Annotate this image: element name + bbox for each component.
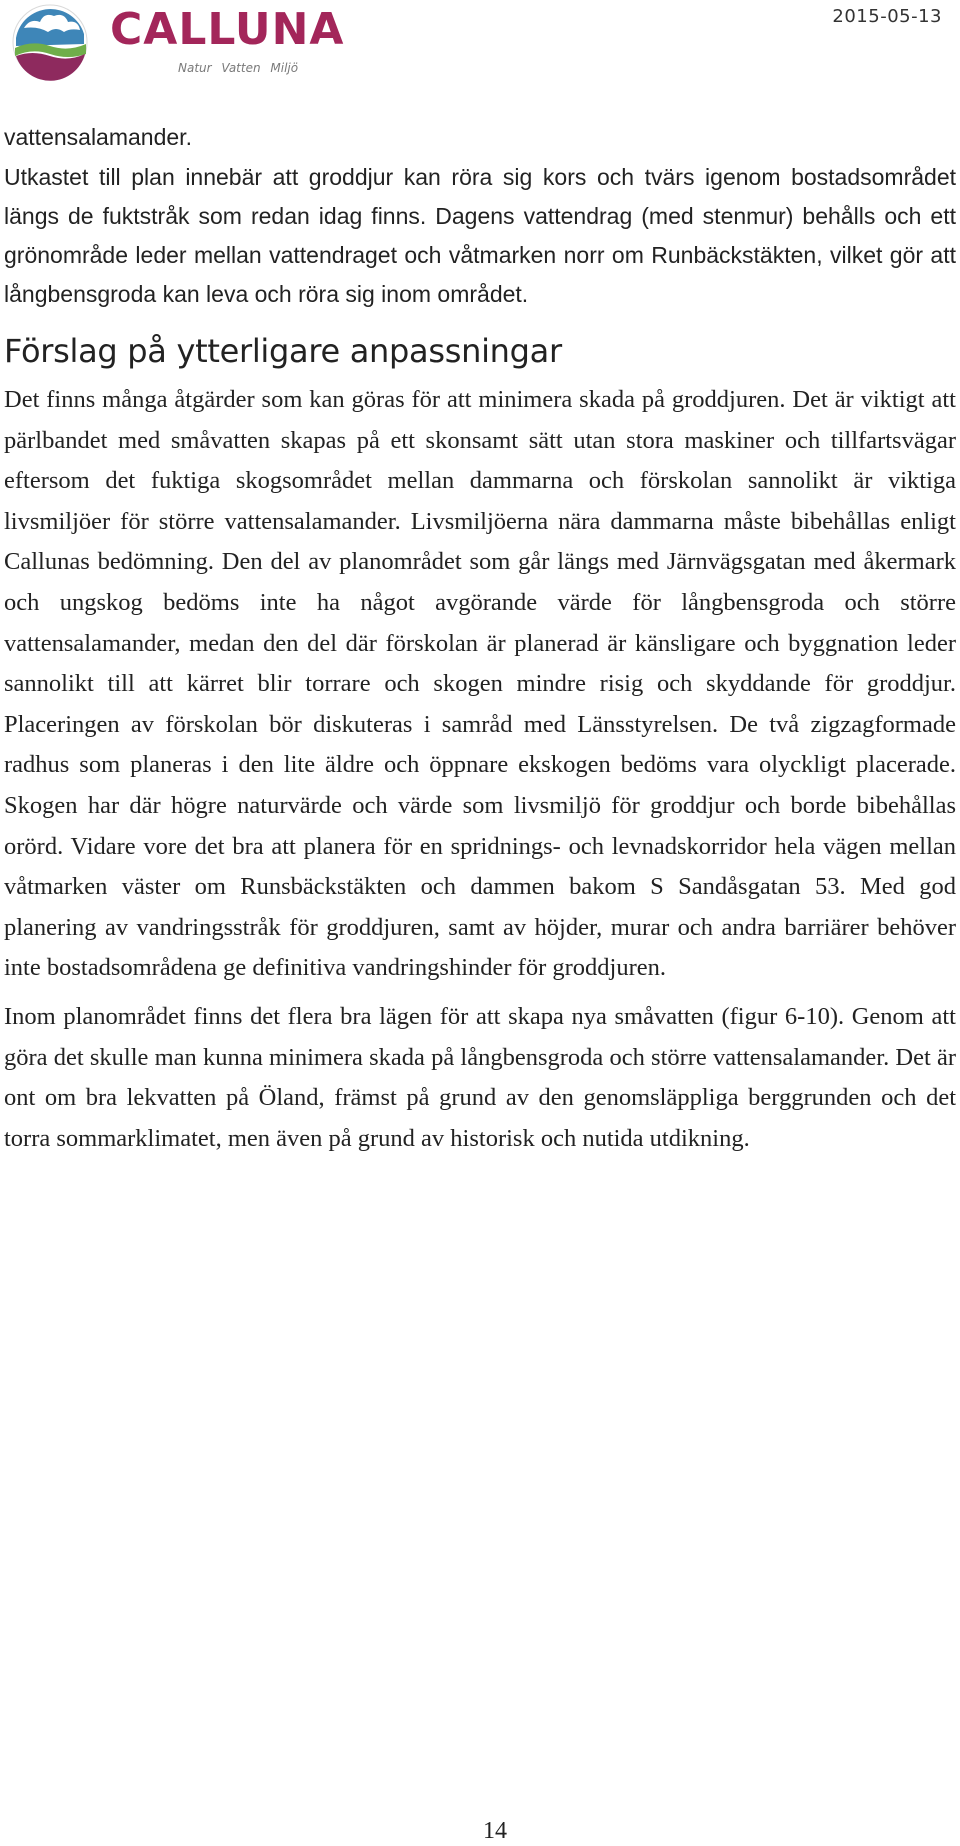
document-body (4, 118, 956, 1159)
brand-tagline: Natur Vatten Miljö (178, 61, 299, 75)
document-date: 2015-05-13 (832, 6, 942, 27)
paragraph-plan-draft: Utkastet till plan innebär att groddjur kan röra sig kors och tvärs igenom bostadsområdet längs de fuktstråk som redan idag finns. Dagens vattendrag (med stenmur) behålls och ett grönområde leder mellan vattendraget och våtmarken norr om Runbäckstäkten, vilket gör att långbensgroda kan leva och röra sig inom området. (4, 164, 956, 307)
calluna-logo-mark-icon (10, 4, 92, 84)
paragraph-small-waters: Inom planområdet finns det flera bra lägen för att skapa nya småvatten (figur 6-10). Genom att göra det skulle man kunna minimera skada på långbensgroda och större vattensalamander. Det är ont om bra lekvatten på Öland, främst på grund av den genomsläppliga berggrunden och det torra sommarklimatet, men även på grund av historisk och nutida utdikning. (4, 1002, 956, 1152)
paragraph-measures: Det finns många åtgärder som kan göras för att minimera skada på groddjuren. Det är viktigt att pärlbandet med småvatten skapas på ett skonsamt sätt utan stora maskiner och tillfartsvägar eftersom det fuktiga skogsområdet mellan dammarna och förskolan sannolikt är viktiga livsmiljöer för större vattensalamander. Livsmiljöerna nära dammarna måste bibehållas enligt Callunas bedömning. Den del av planområdet som går längs med Järnvägsgatan med åkermark och ungskog bedöms inte ha något avgörande värde för långbensgroda och större vattensalamander, medan den del där förskolan är planerad är känsligare och byggnation leder sannolikt till att kärret blir torrare och skogen mindre risig och skyddande för groddjur. Placeringen av förskolan bör diskuteras i samråd med Länsstyrelsen. De två zigzagformade radhus som planeras i den lite äldre och öppnare ekskogen bedöms vara olyckligt placerade. Skogen har där högre naturvärde och värde som livsmiljö för groddjur och borde bibehållas orörd. Vidare vore det bra att planera för en spridnings- och levnadskorridor hela vägen mellan våtmarken väster om Runsbäckstäkten och dammen bakom S Sandåsgatan 53. Med god planering av vandringsstråk för groddjuren, samt av höjder, murar och andra barriärer behöver inte bostadsområdena ge definitiva vandringshinder för groddjuren. (4, 386, 956, 982)
page-header (0, 0, 960, 90)
calluna-logo (10, 4, 345, 84)
section-heading: Förslag på ytterligare anpassningar (4, 332, 562, 370)
brand-name: CALLUNA (110, 4, 345, 55)
page-number: 14 (483, 1818, 507, 1844)
paragraph-continuation: vattensalamander. (4, 124, 192, 150)
